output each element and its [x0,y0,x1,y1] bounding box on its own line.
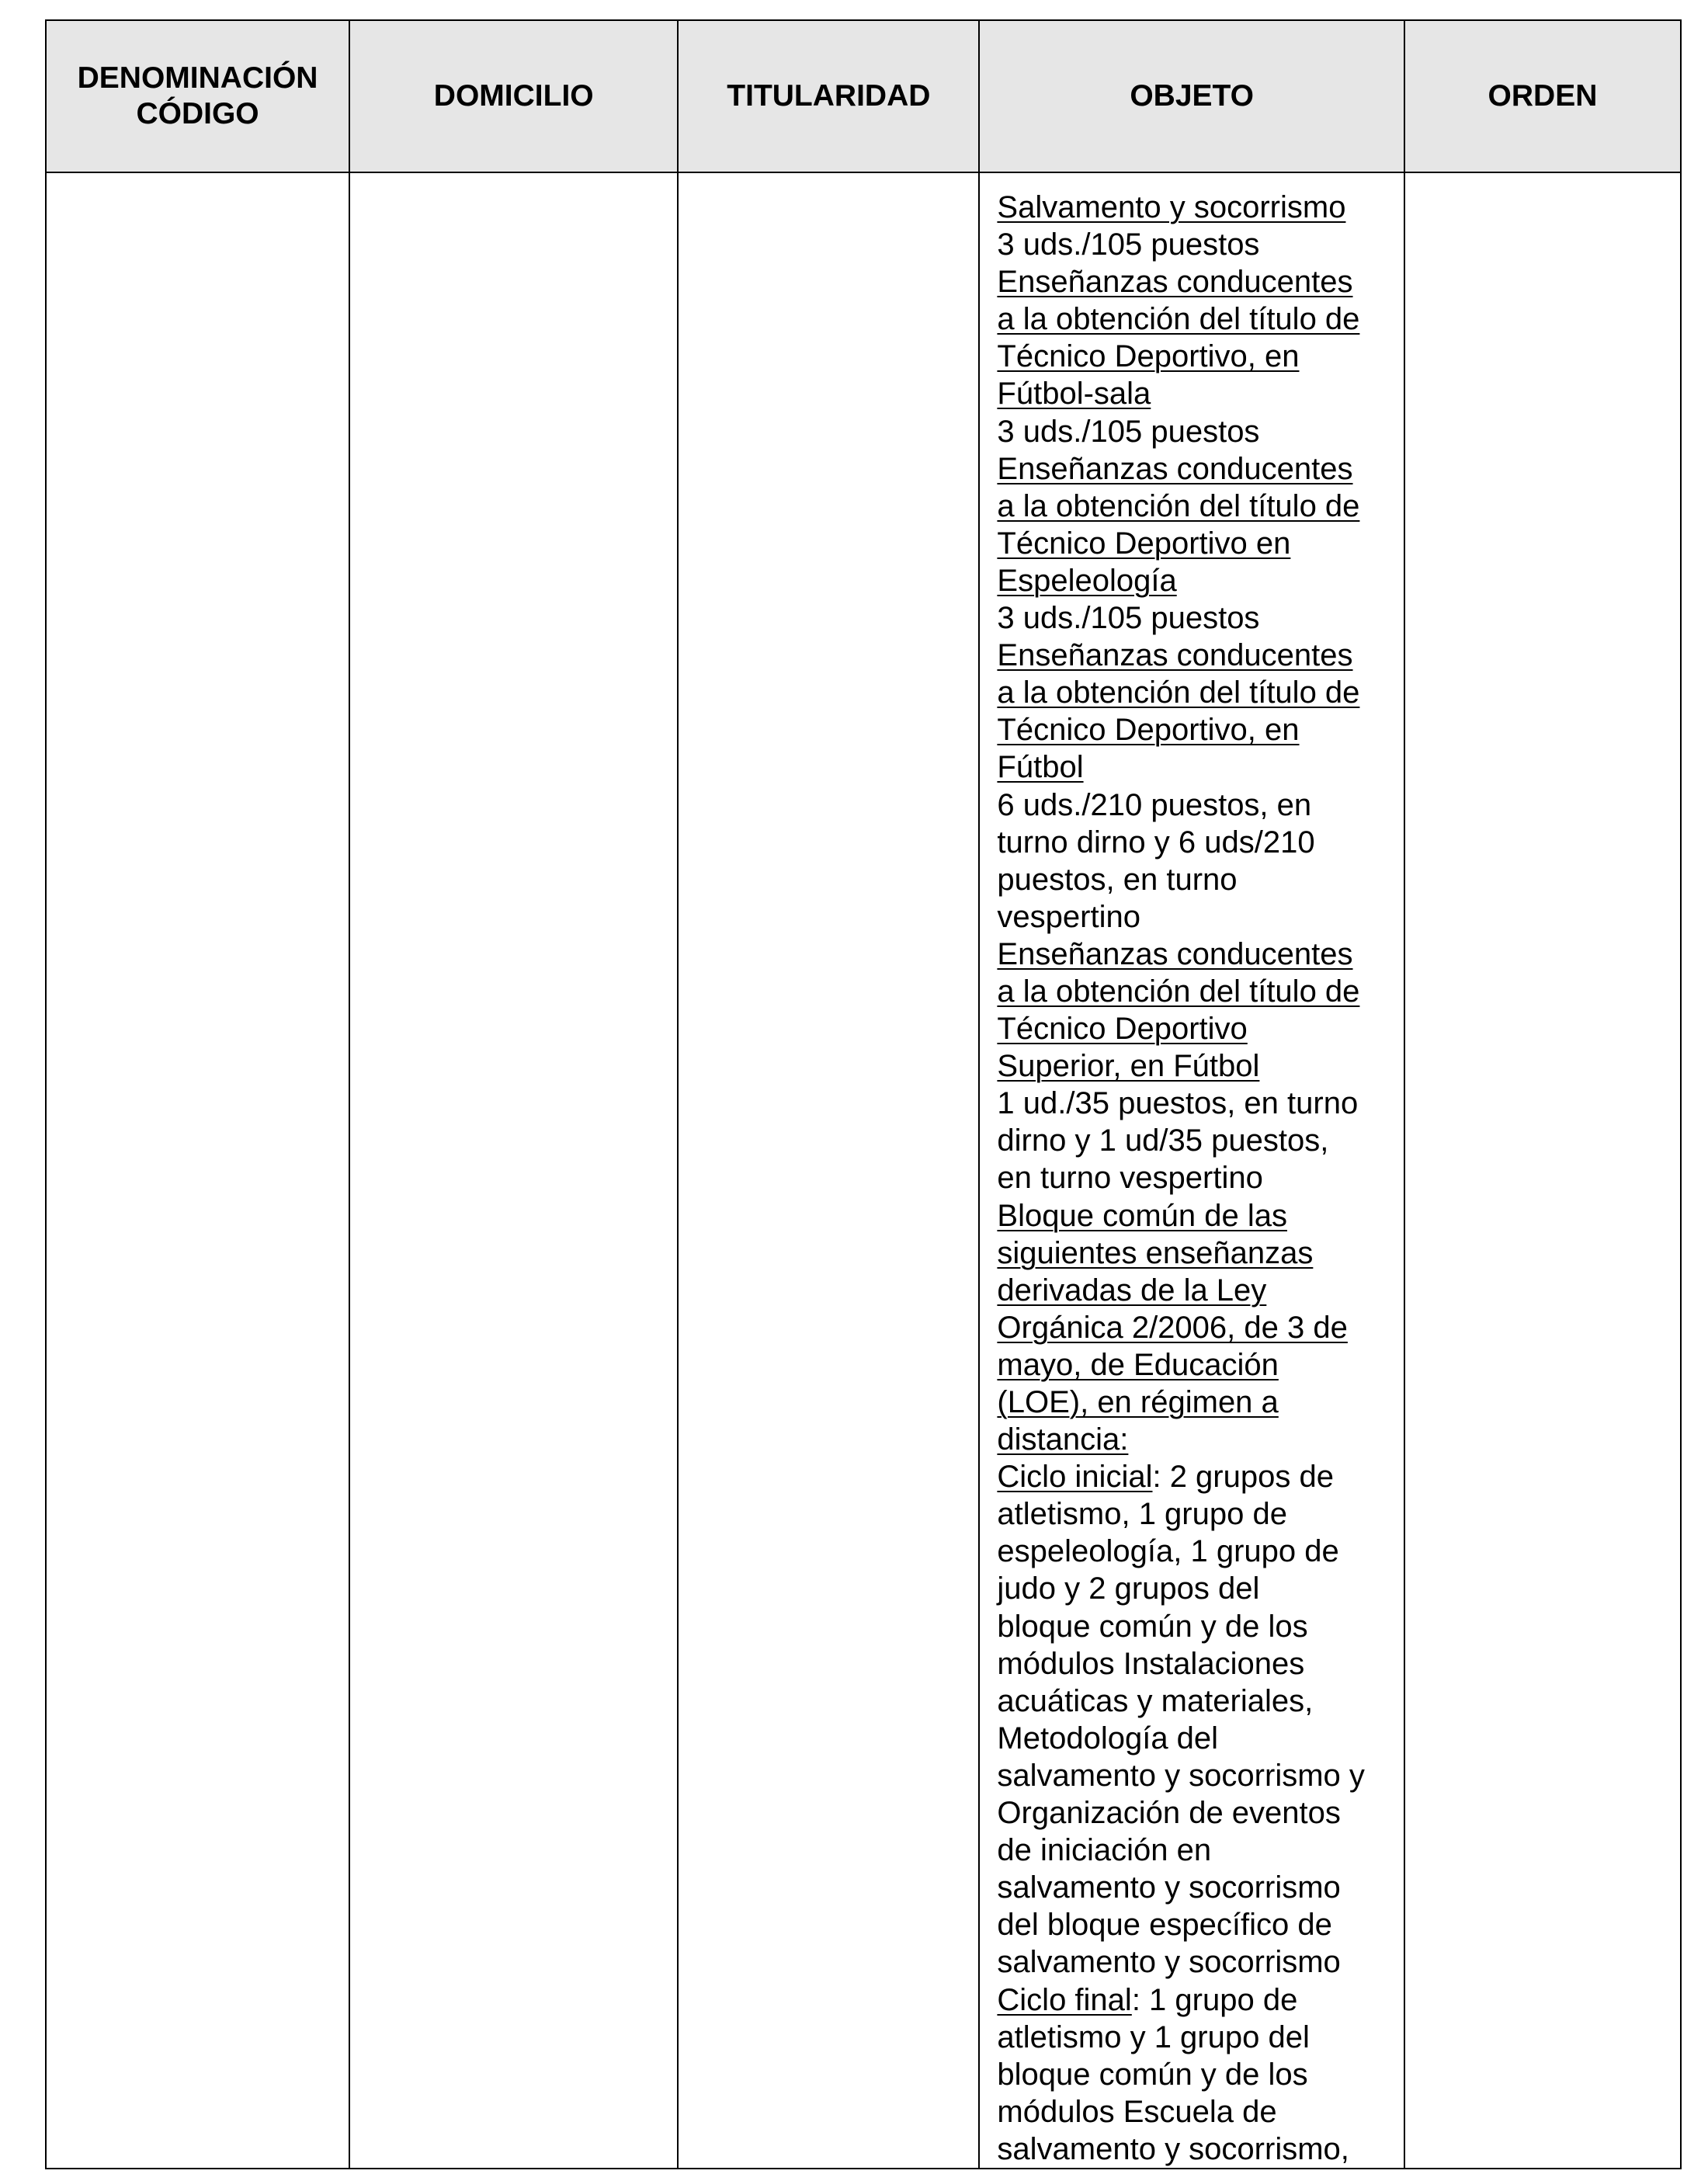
objeto-line [997,2019,1390,2056]
objeto-line-text: puestos, en turno [997,862,1238,897]
objeto-line-text: a la obtención del título de [997,488,1360,523]
header-orden: ORDEN [1404,20,1681,172]
objeto-line-text: Enseñanzas conducentes [997,936,1353,971]
objeto-line-text: Bloque común de las [997,1198,1287,1233]
objeto-line [997,824,1390,861]
objeto-line [997,562,1390,599]
objeto-line [997,1683,1390,1720]
objeto-line-text: bloque común y de los [997,2057,1308,2092]
objeto-line [997,1832,1390,1869]
objeto-line-text: Ciclo final [997,1982,1132,2017]
objeto-line-text: Metodología del [997,1721,1219,1756]
objeto-line-text: 3 uds./105 puestos [997,227,1260,262]
objeto-line [997,413,1390,450]
objeto-line-text: dirno y 1 ud/35 puestos, [997,1123,1329,1158]
objeto-line-text: derivadas de la Ley [997,1273,1267,1308]
cell-orden [1404,172,1681,2169]
objeto-line [997,1421,1390,1458]
objeto-line-text: Enseñanzas conducentes [997,265,1353,300]
objeto-line-text: Salvamento y socorrismo [997,190,1346,224]
objeto-line-text: Ciclo inicial [997,1460,1153,1495]
objeto-line-text: a la obtención del título de [997,675,1360,710]
objeto-line-text: a la obtención del título de [997,974,1360,1009]
cell-domicilio [349,172,678,2169]
objeto-line [997,1047,1390,1085]
objeto-line [997,1645,1390,1683]
objeto-line [997,898,1390,936]
objeto-line [997,226,1390,263]
objeto-line-text: : 1 grupo de [1131,1982,1298,2017]
objeto-line [997,375,1390,412]
objeto-line-text: Técnico Deportivo [997,1012,1248,1047]
objeto-line [997,1794,1390,1832]
objeto-line-text: atletismo, 1 grupo de [997,1497,1287,1532]
objeto-line-text: Técnico Deportivo, en [997,339,1300,374]
objeto-line-text: Técnico Deportivo, en [997,713,1300,748]
objeto-line [997,936,1390,973]
cell-denominacion [46,172,349,2169]
objeto-line [997,1159,1390,1196]
objeto-line-text: mayo, de Educación [997,1347,1279,1382]
objeto-line-text: de iniciación en [997,1833,1212,1868]
objeto-text [997,173,1390,2168]
objeto-line [997,1122,1390,1159]
objeto-line-text: turno dirno y 6 uds/210 [997,825,1315,860]
objeto-line [997,1346,1390,1384]
objeto-line-text: salvamento y socorrismo y [997,1758,1365,1793]
objeto-line [997,861,1390,898]
header-objeto: OBJETO [979,20,1404,172]
objeto-line-text: bloque común y de los [997,1609,1308,1644]
objeto-line [997,599,1390,637]
objeto-line [997,1495,1390,1533]
centers-table [45,19,1682,2169]
objeto-line-text: Espeleología [997,563,1177,598]
objeto-line [997,1533,1390,1570]
objeto-line-text: salvamento y socorrismo, [997,2131,1349,2166]
objeto-line [997,1943,1390,1981]
header-titularidad: TITULARIDAD [678,20,979,172]
objeto-line-text: 6 uds./210 puestos, en [997,787,1312,822]
cell-objeto [979,172,1404,2169]
objeto-line-text: Fútbol [997,750,1084,785]
objeto-line [997,973,1390,1010]
objeto-line [997,1010,1390,1047]
objeto-line [997,338,1390,375]
header-codigo: CÓDIGO [136,97,259,130]
objeto-line [997,1085,1390,1122]
objeto-line-text: (LOE), en régimen a [997,1385,1279,1419]
objeto-line [997,1720,1390,1757]
objeto-line [997,1869,1390,1906]
objeto-line [997,748,1390,786]
objeto-line-text: siguientes enseñanzas [997,1235,1314,1270]
objeto-line-text: módulos Instalaciones [997,1646,1305,1681]
objeto-line-text: Enseñanzas conducentes [997,451,1353,486]
objeto-line [997,2131,1390,2168]
objeto-line-text: Enseñanzas conducentes [997,638,1353,673]
objeto-line-text: del bloque específico de [997,1908,1332,1943]
header-denominacion-codigo [46,20,349,172]
objeto-line-text: judo y 2 grupos del [997,1571,1260,1606]
objeto-line-text: 3 uds./105 puestos [997,414,1260,449]
objeto-line [997,1272,1390,1309]
objeto-line [997,1757,1390,1794]
objeto-line [997,711,1390,748]
objeto-line-text: acuáticas y materiales, [997,1683,1314,1718]
header-domicilio: DOMICILIO [349,20,678,172]
objeto-line [997,1458,1390,1495]
cell-titularidad [678,172,979,2169]
objeto-line [997,1906,1390,1943]
objeto-line [997,189,1390,226]
header-denominacion: DENOMINACIÓN [77,61,318,95]
objeto-line [997,1981,1390,2019]
objeto-line-text: espeleología, 1 grupo de [997,1534,1339,1569]
objeto-line-text: 1 ud./35 puestos, en turno [997,1086,1359,1121]
objeto-line-text: 3 uds./105 puestos [997,601,1260,636]
objeto-line [997,1384,1390,1421]
objeto-line-text: Fútbol-sala [997,377,1151,412]
objeto-line [997,637,1390,674]
table-header-row [46,20,1681,172]
objeto-line-text: a la obtención del título de [997,302,1360,337]
objeto-line [997,787,1390,824]
objeto-line [997,1235,1390,1272]
objeto-line [997,2056,1390,2093]
objeto-line-text: atletismo y 1 grupo del [997,2019,1310,2054]
objeto-line [997,674,1390,711]
objeto-line-text: vespertino [997,899,1140,934]
objeto-line [997,488,1390,525]
objeto-line-text: salvamento y socorrismo [997,1870,1341,1905]
objeto-line [997,300,1390,338]
objeto-line [997,1608,1390,1645]
objeto-line [997,1309,1390,1346]
objeto-line-text: Superior, en Fútbol [997,1049,1260,1084]
objeto-line-text: distancia: [997,1422,1129,1457]
objeto-line-text: en turno vespertino [997,1161,1263,1196]
objeto-line-text: Técnico Deportivo en [997,526,1291,561]
objeto-line-text: Organización de eventos [997,1796,1341,1831]
objeto-line [997,525,1390,562]
objeto-line-text: módulos Escuela de [997,2094,1277,2129]
objeto-line [997,263,1390,300]
objeto-line-text: Orgánica 2/2006, de 3 de [997,1310,1348,1345]
objeto-line [997,1570,1390,1607]
objeto-line [997,1197,1390,1235]
objeto-line-text: : 2 grupos de [1152,1460,1334,1495]
objeto-line-text: salvamento y socorrismo [997,1945,1341,1980]
table-row [46,172,1681,2169]
objeto-line [997,2093,1390,2131]
objeto-line [997,450,1390,488]
